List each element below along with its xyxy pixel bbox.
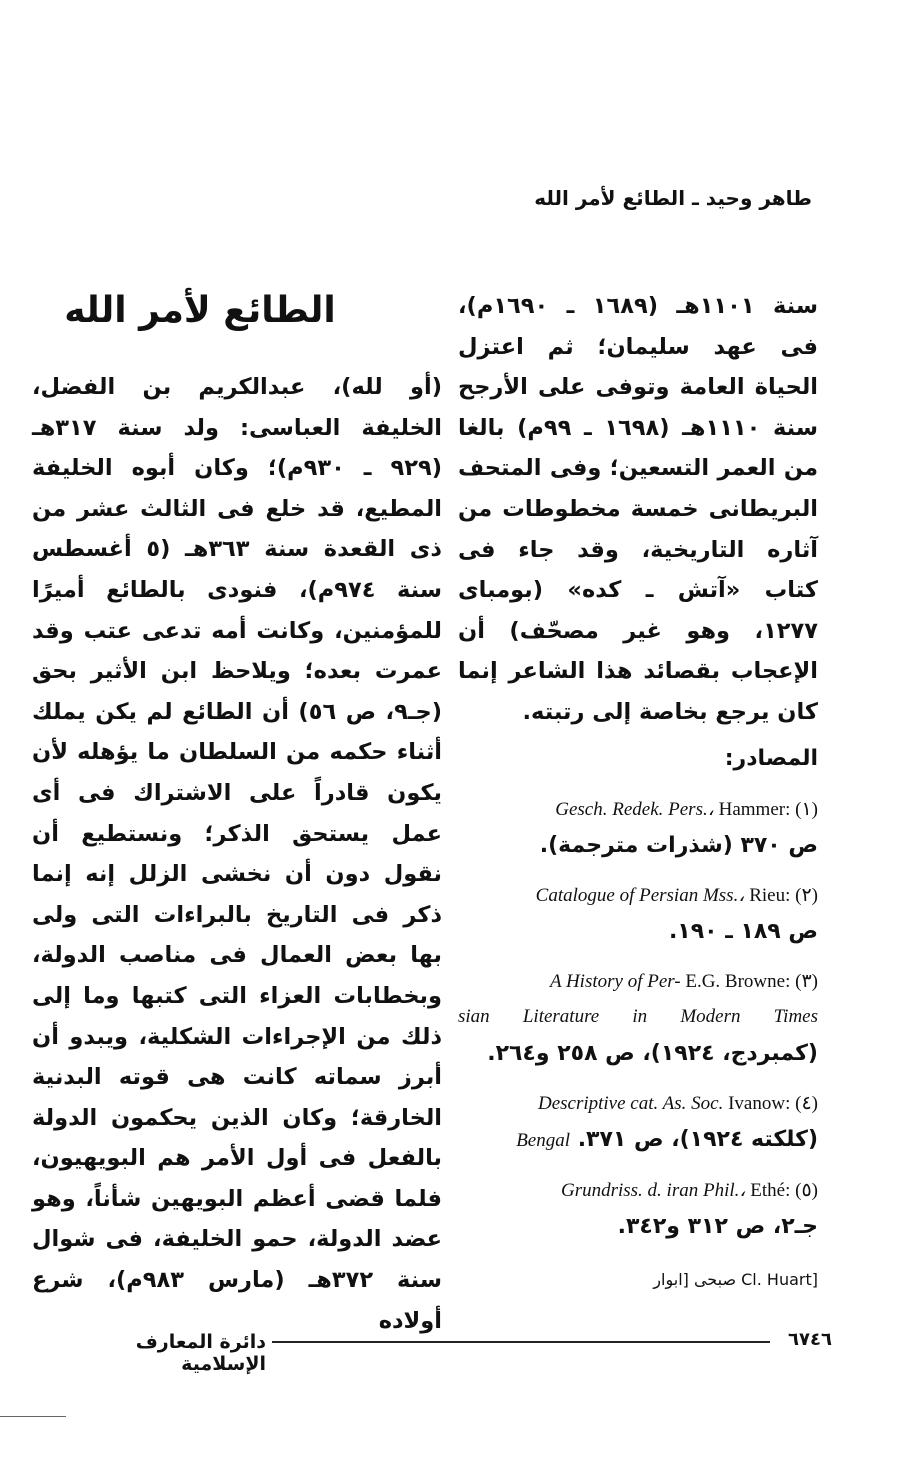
page-number: ٦٧٤٦ <box>788 1329 832 1350</box>
source-number: (٣) <box>795 971 818 993</box>
source-reference: (كمبردج، ١٩٢٤)، ص ٢٥٨ و٢٦٤. <box>487 1041 818 1067</box>
source-reference: (كلكته ١٩٢٤)، ص ٣٧١. <box>577 1127 818 1153</box>
source-reference: ص ٣٧٠ (شذرات مترجمة). <box>539 833 818 859</box>
source-entry <box>458 965 818 1073</box>
source-title: A History of Per- <box>549 971 681 993</box>
running-header: طاهر وحيد ـ الطائع لأمر الله <box>534 186 812 210</box>
author-signature: [Cl. Huart صبحى [ابوار <box>653 1270 818 1290</box>
source-title: Gesch. Redek. Pers.، <box>555 799 714 821</box>
source-title: Grundriss. d. iran Phil.، <box>560 1180 746 1202</box>
left-column <box>32 367 442 1341</box>
article-paragraph: (أو لله)، عبدالكريم بن الفضل، الخليفة العباسى: ولد سنة ٣١٧هـ (٩٢٩ ـ ٩٣٠م)؛ وكان أبوه الخليفة المطيع، قد خلع فى الثالث عشر من ذى القعدة سنة ٣٦٣هـ (٥ أغسطس سنة ٩٧٤م)، فنودى بالطائع أميرًا للمؤمنين، وكانت أمه تدعى عتب وقد عمرت بعده؛ ويلاحظ ابن الأثير بحق (جـ٩، ص ٥٦) أن الطائع لم يكن يملك أثناء حكمه من السلطان ما يؤهله لأن يكون قادراً على الاشتراك فى أى عمل يستحق الذكر؛ ونستطيع أن نقول دون أن نخشى الزلل إنه إنما ذكر فى التاريخ بالبراءات التى ولى بها بعض العمال فى مناصب الدولة، وبخطابات العزاء التى كتبها وما إلى ذلك من الإجراءات الشكلية، ويبدو أن أبرز سماته كانت هى قوته البدنية الخارقة؛ وكان الذين يحكمون الدولة بالفعل فى أول الأمر هم البويهيون، فلما قضى أعظم البويهين شأناً، وهو عضد الدولة، حمو الخليفة، فى شوال سنة ٣٧٢هـ (مارس ٩٨٣م)، شرع أولاده <box>32 374 442 1334</box>
source-number: (١) <box>795 799 818 821</box>
source-number: (٤) <box>795 1093 818 1115</box>
sources-heading: المصادر: <box>724 745 818 771</box>
source-author: E.G. Browne: <box>685 971 791 993</box>
bottom-divider <box>0 1416 66 1417</box>
source-title: Catalogue of Persian Mss.، <box>535 885 745 907</box>
source-entry <box>458 879 818 951</box>
source-author: Hammer: <box>718 799 791 821</box>
source-author: Rieu: <box>749 885 791 907</box>
journal-name: دائرة المعارف الإسلامية <box>135 1331 266 1375</box>
continued-paragraph: سنة ١١٠١هـ (١٦٨٩ ـ ١٦٩٠م)، فى عهد سليمان؛ ثم اعتزل الحياة العامة وتوفى على الأرجح سنة ١١١٠هـ (١٦٩٨ ـ ٩٩م) بالغا من العمر التسعين؛ وفى المتحف البريطانى خمسة مخطوطات من آثاره التاريخية، وقد جاء فى كتاب «آتش ـ كده» (بومباى ١٢٧٧، وهو غير مصحّف) أن الإعجاب بقصائد هذا الشاعر إنما كان يرجع بخاصة إلى رتبته. <box>458 293 818 725</box>
source-entry <box>458 793 818 865</box>
source-entry <box>458 1087 818 1160</box>
source-number: (٢) <box>795 885 818 907</box>
footer-divider <box>272 1341 770 1343</box>
article-title: الطائع لأمر الله <box>64 290 336 331</box>
source-reference: جـ٢، ص ٣١٢ و٣٤٢. <box>617 1214 818 1240</box>
source-title-continued: Bengal <box>516 1130 571 1152</box>
source-title: Descriptive cat. As. Soc. <box>537 1093 724 1115</box>
source-number: (٥) <box>795 1180 818 1202</box>
right-column <box>458 286 818 1301</box>
source-reference: ص ١٨٩ ـ ١٩٠. <box>668 919 818 945</box>
source-entry <box>458 1174 818 1246</box>
source-title-continued: sian Literature in Modern Times <box>458 1006 818 1028</box>
source-author: Ivanow: <box>728 1093 791 1115</box>
source-author: Ethé: <box>750 1180 791 1202</box>
